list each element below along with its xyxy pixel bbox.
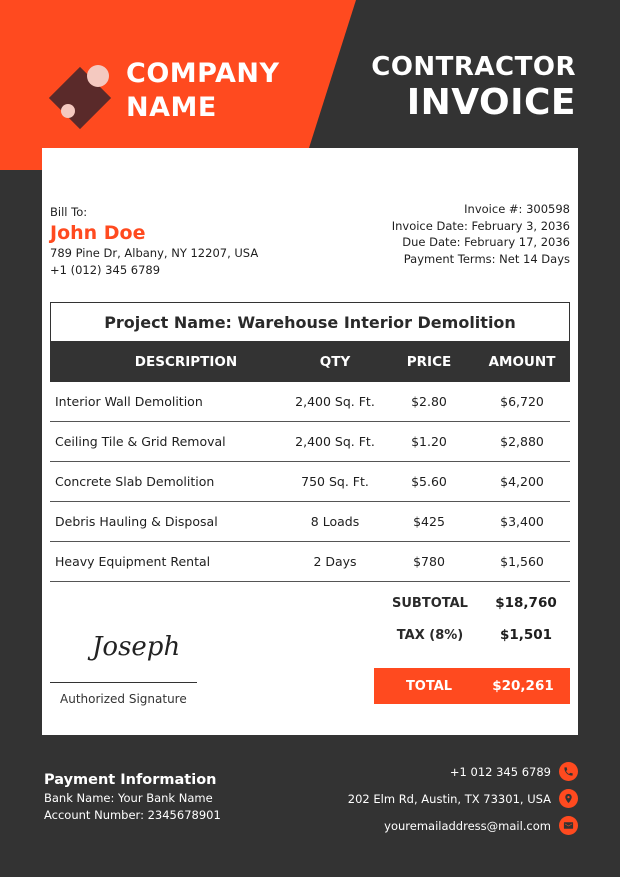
total-box <box>374 668 570 704</box>
table-header <box>50 342 570 382</box>
cell-qty: 2,400 Sq. Ft. <box>295 394 375 409</box>
title-line2: INVOICE <box>406 82 576 123</box>
signature-line <box>50 682 197 683</box>
table-row <box>50 422 570 462</box>
cell-description: Concrete Slab Demolition <box>55 474 215 489</box>
subtotal-label: SUBTOTAL <box>392 596 468 611</box>
tax-label: TAX (8%) <box>396 628 464 643</box>
table-row <box>50 382 570 422</box>
signature-script: Joseph <box>92 632 181 662</box>
due-date: Due Date: February 17, 2036 <box>402 235 570 249</box>
bill-to-label: Bill To: <box>50 205 88 219</box>
contact-phone: +1 012 345 6789 <box>449 764 551 779</box>
cell-description: Debris Hauling & Disposal <box>55 514 218 529</box>
contact-address: 202 Elm Rd, Austin, TX 73301, USA <box>347 791 551 806</box>
contact-address-row <box>348 785 578 812</box>
subtotal-row <box>382 588 572 620</box>
cell-amount: $6,720 <box>500 394 544 409</box>
cell-qty: 2 Days <box>313 554 357 569</box>
total-value: $20,261 <box>492 678 554 694</box>
cell-price: $780 <box>413 554 445 569</box>
tax-row <box>382 620 572 652</box>
email-icon <box>559 816 578 835</box>
cell-qty: 8 Loads <box>310 514 360 529</box>
totals-block <box>382 588 572 652</box>
payment-title: Payment Information <box>44 772 217 788</box>
client-address: 789 Pine Dr, Albany, NY 12207, USA <box>50 246 259 260</box>
table-row <box>50 462 570 502</box>
payment-information <box>44 770 221 824</box>
cell-amount: $3,400 <box>500 514 544 529</box>
cell-qty: 750 Sq. Ft. <box>301 474 369 489</box>
client-phone: +1 (012) 345 6789 <box>50 263 161 277</box>
company-name-line1: COMPANY <box>126 58 280 89</box>
total-label: TOTAL <box>405 679 453 694</box>
cell-amount: $1,560 <box>500 554 544 569</box>
header-price: PRICE <box>406 354 452 370</box>
signature-label: Authorized Signature <box>60 692 187 706</box>
table-body <box>50 382 570 582</box>
table-row <box>50 502 570 542</box>
title-line1: CONTRACTOR <box>371 52 576 82</box>
document-title <box>371 52 576 124</box>
cell-price: $1.20 <box>411 434 447 449</box>
cell-price: $2.80 <box>411 394 447 409</box>
invoice-panel <box>42 148 578 735</box>
tax-value: $1,501 <box>499 627 553 643</box>
contact-email: youremailaddress@mail.com <box>384 818 551 833</box>
project-name: Project Name: Warehouse Interior Demolition <box>50 302 570 342</box>
cell-description: Heavy Equipment Rental <box>55 554 211 569</box>
payment-terms: Payment Terms: Net 14 Days <box>403 251 570 266</box>
company-name-line2: NAME <box>126 92 217 123</box>
contact-phone-row <box>348 758 578 785</box>
invoice-number: Invoice #: 300598 <box>464 202 570 216</box>
client-name: John Doe <box>50 222 146 244</box>
header-amount: AMOUNT <box>488 354 556 370</box>
location-pin-icon <box>559 789 578 808</box>
cell-amount: $2,880 <box>500 434 544 449</box>
bill-to-block <box>50 204 258 279</box>
invoice-date: Invoice Date: February 3, 2036 <box>391 218 570 233</box>
cell-price: $5.60 <box>411 474 447 489</box>
company-logo <box>44 62 116 134</box>
contact-block <box>348 758 578 839</box>
cell-amount: $4,200 <box>500 474 544 489</box>
company-name <box>126 57 280 125</box>
cell-price: $425 <box>413 514 445 529</box>
contact-email-row <box>348 812 578 839</box>
subtotal-value: $18,760 <box>495 595 557 611</box>
invoice-meta <box>392 201 570 267</box>
cell-qty: 2,400 Sq. Ft. <box>295 434 375 449</box>
account-number: Account Number: 2345678901 <box>44 808 221 822</box>
bank-name: Bank Name: Your Bank Name <box>44 791 213 805</box>
cell-description: Ceiling Tile & Grid Removal <box>55 434 226 449</box>
header-description: DESCRIPTION <box>134 354 238 370</box>
phone-icon <box>559 762 578 781</box>
header-qty: QTY <box>319 354 351 370</box>
table-row <box>50 542 570 582</box>
cell-description: Interior Wall Demolition <box>55 394 203 409</box>
